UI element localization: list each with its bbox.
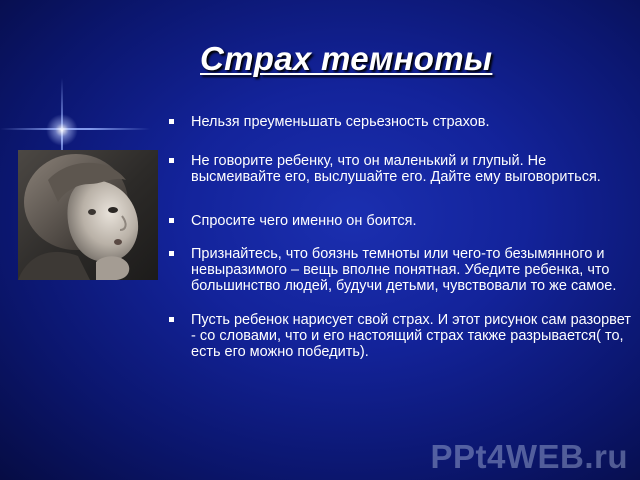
slide-title: Страх темноты [200, 40, 493, 77]
bullet-square-icon [169, 218, 174, 223]
bullet-text: Нельзя преуменьшать серьезность страхов. [191, 114, 490, 130]
bullet-text: Не говорите ребенку, что он маленький и глупый. Не высмеивайте его, выслушайте его. Дайте ему выговориться. [191, 153, 601, 185]
bullet-square-icon [169, 119, 174, 124]
bullet-item [166, 114, 632, 130]
bullet-item [166, 246, 632, 294]
bullet-square-icon [169, 158, 174, 163]
bullet-square-icon [169, 251, 174, 256]
child-photo [18, 150, 158, 280]
bullet-item [166, 213, 632, 229]
bullet-text: Спросите чего именно он боится. [191, 213, 417, 229]
bullet-item [166, 153, 632, 185]
bullet-text: Пусть ребенок нарисует свой страх. И этот рисунок сам разорвет - со словами, что и его настоящий страх также разрывается( то, есть его можно победить). [191, 312, 631, 360]
decorative-light-flare [46, 114, 78, 146]
bullet-list [166, 114, 632, 360]
child-photo-drawing [18, 150, 158, 280]
watermark: PPt4WEB.ru [430, 438, 628, 475]
bullet-text: Признайтесь, что боязнь темноты или чего-то безымянного и невыразимого – вещь вполне понятная. Убедите ребенка, что большинство людей, будучи детьми, чувствовали то же самое. [191, 246, 617, 294]
bullet-square-icon [169, 317, 174, 322]
bullet-item [166, 312, 632, 360]
